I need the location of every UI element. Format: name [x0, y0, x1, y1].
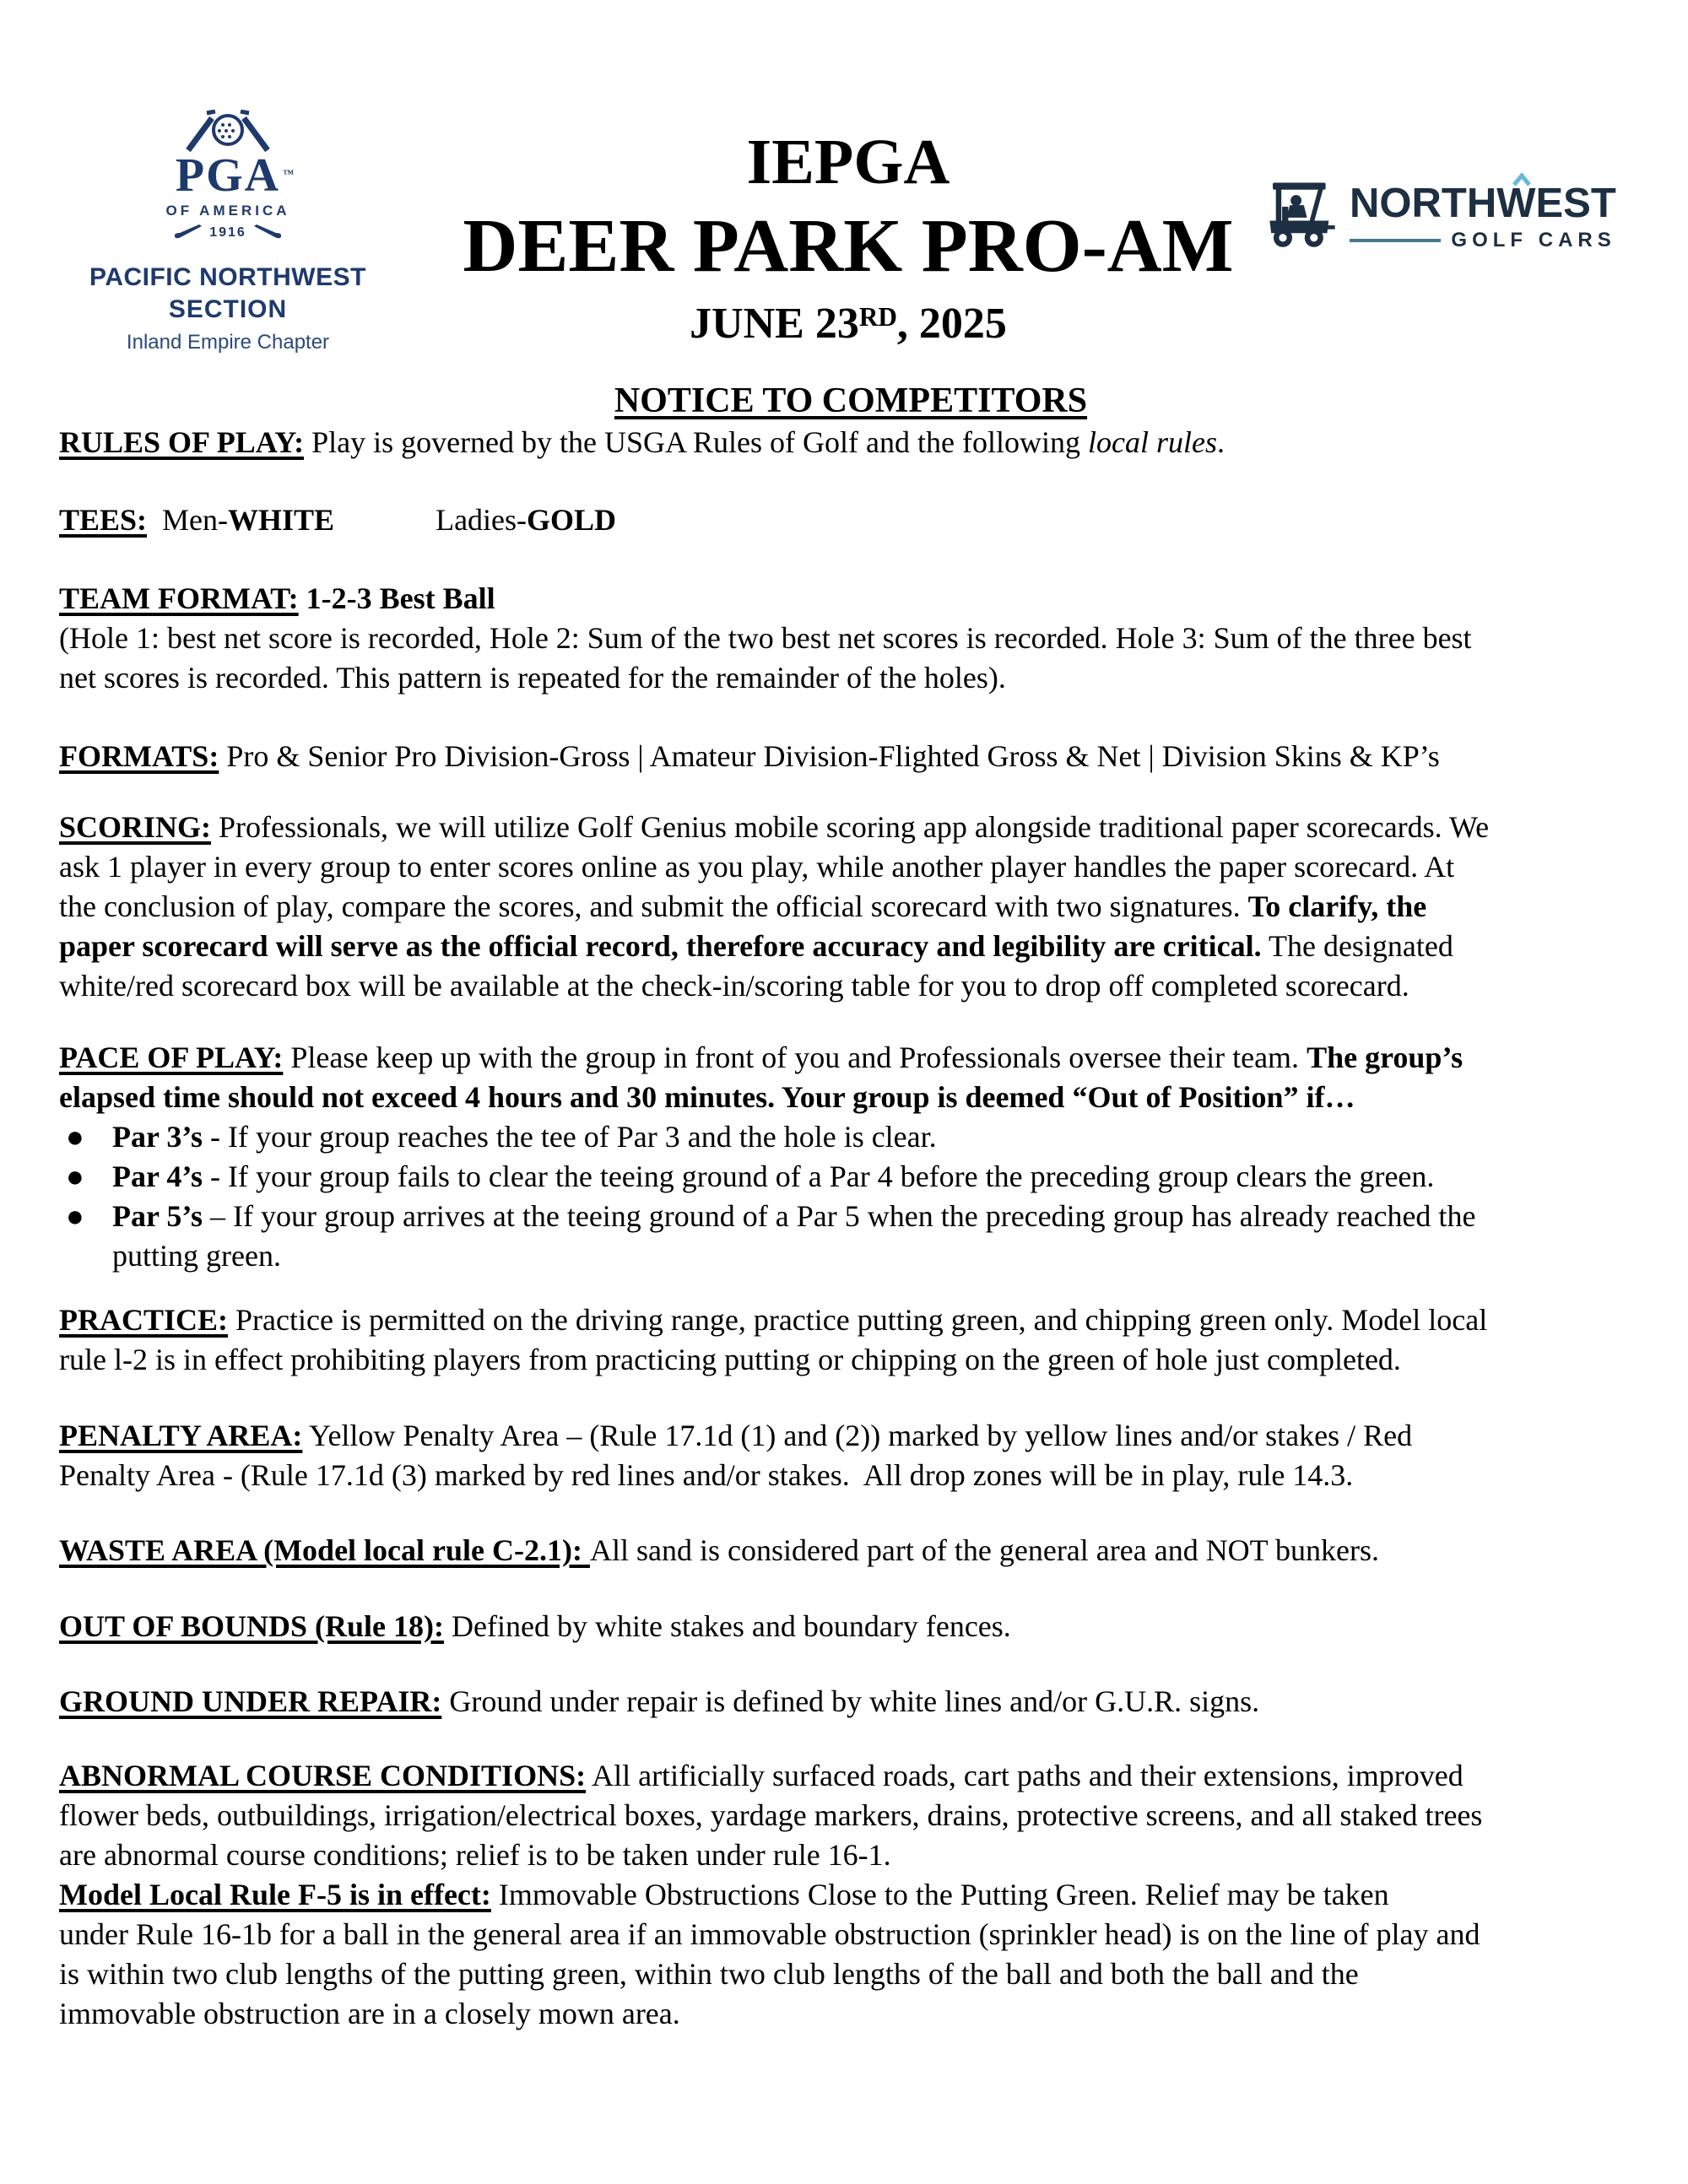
notice-heading: NOTICE TO COMPETITORS — [614, 381, 1088, 420]
section-rules-of-play: RULES OF PLAY: Play is governed by the USGA Rules of Golf and the following local rules. — [59, 425, 1225, 459]
event-name-title: DEER PARK PRO-AM — [463, 204, 1234, 288]
section-formats: FORMATS: Pro & Senior Pro Division-Gross | Amateur Division-Flighted Gross & Net | Division Skins & KP’s — [59, 739, 1440, 773]
section-abnormal-course-conditions: ABNORMAL COURSE CONDITIONS: All artificially surfaced roads, cart paths and their extensions, improved flower beds, outbuildings, irrigation/electrical boxes, yardage markers, drains, protective screens, and all staked trees are abnormal course conditions; relief is to be taken under rule 16-1. — [59, 1759, 1483, 1872]
section-team-format: TEAM FORMAT: 1-2-3 Best Ball (Hole 1: best net score is recorded, Hole 2: Sum of the two best net scores is recorded. Hole 3: Sum of the three best net scores is recorded. This pattern is repeated for the remainder of the holes). — [59, 581, 1472, 695]
logo-divider-line — [1350, 239, 1441, 242]
pace-bullet-par3: ● Par 3’s - If your group reaches the tee of Par 3 and the hole is clear. — [59, 1117, 1642, 1157]
trademark-symbol: ™ — [283, 167, 295, 180]
section-waste-area: WASTE AREA (Model local rule C-2.1): All sand is considered part of the general area and NOT bunkers. — [59, 1533, 1379, 1567]
section-pace-of-play: PACE OF PLAY: Please keep up with the group in front of you and Professionals oversee their team. The group’s elapsed time should not exceed 4 hours and 30 minutes. Your group is deemed “Out of Position” if… — [59, 1041, 1463, 1114]
bullet-icon: ● — [66, 1120, 84, 1154]
pga-chapter-label: Inland Empire Chapter — [126, 331, 330, 354]
section-tees: TEES: Men-WHITE Ladies-GOLD — [59, 503, 617, 537]
northwest-golf-cars-logo — [1263, 180, 1616, 252]
pga-section-label: SECTION — [168, 295, 288, 323]
golf-ball-and-clubs-icon — [173, 110, 283, 154]
golf-cars-label: GOLF CARS — [1451, 229, 1616, 251]
notice-body — [59, 381, 1642, 2034]
section-model-local-rule-f5: Model Local Rule F-5 is in effect: Immovable Obstructions Close to the Putting Green. Relief may be taken under Rule 16-1b for a ball in the general area if an immovable obstruction (sprinkler head) is on the line of play and is within two club lengths of the putting green, within two club lengths of the ball and both the ball and the immovable obstruction are in a closely mown area. — [59, 1878, 1480, 2030]
pga-of-america-label: OF AMERICA — [165, 203, 290, 219]
pga-1916-row — [89, 224, 367, 241]
golf-club-left-icon — [174, 224, 203, 241]
section-practice: PRACTICE: Practice is permitted on the driving range, practice putting green, and chipping green only. Model local rule l-2 is in effect prohibiting players from practicing putting or chipping on the green of hole just completed. — [59, 1303, 1488, 1376]
pga-section-logo — [89, 110, 367, 354]
section-out-of-bounds: OUT OF BOUNDS (Rule 18): Defined by white stakes and boundary fences. — [59, 1609, 1011, 1643]
section-ground-under-repair: GROUND UNDER REPAIR: Ground under repair is defined by white lines and/or G.U.R. signs. — [59, 1684, 1260, 1718]
section-scoring: SCORING: Professionals, we will utilize Golf Genius mobile scoring app alongside traditional paper scorecards. We ask 1 player in every group to enter scores online as you play, while another player handles the paper scorecard. At the conclusion of play, compare the scores, and submit the official scorecard with two signatures. To clarify, the paper scorecard will serve as the official record, therefore accuracy and legibility are critical. The designated white/red scorecard box will be available at the check-in/scoring table for you to drop off completed scorecard. — [59, 810, 1490, 1003]
golf-club-right-icon — [253, 224, 282, 241]
golf-cart-icon — [1263, 180, 1341, 252]
pga-region-label: PACIFIC NORTHWEST — [89, 263, 366, 291]
document-header — [0, 0, 1688, 381]
caret-icon — [1512, 173, 1532, 187]
pga-founding-year: 1916 — [209, 225, 246, 240]
section-penalty-area: PENALTY AREA: Yellow Penalty Area – (Rule 17.1d (1) and (2)) marked by yellow lines and/or stakes / Red Penalty Area - (Rule 17.1d (3) marked by red lines and/or stakes. All drop zones will be in play, rule 14.3. — [59, 1419, 1413, 1492]
event-org-title: IEPGA — [746, 127, 950, 197]
pga-wordmark: PGA ™ — [175, 149, 295, 202]
pace-bullet-par5: ● Par 5’s – If your group arrives at the teeing ground of a Par 5 when the preceding group has already reached the putting green. — [59, 1197, 1642, 1276]
bullet-icon: ● — [66, 1199, 84, 1233]
event-title-block — [363, 122, 1334, 351]
event-date: JUNE 23RD, 2025 — [690, 300, 1007, 349]
bullet-icon: ● — [66, 1160, 84, 1193]
pace-bullet-par4: ● Par 4’s - If your group fails to clear the teeing ground of a Par 4 before the preceding group clears the green. — [59, 1157, 1642, 1197]
northwest-wordmark: NORTHWEST — [1350, 181, 1616, 226]
